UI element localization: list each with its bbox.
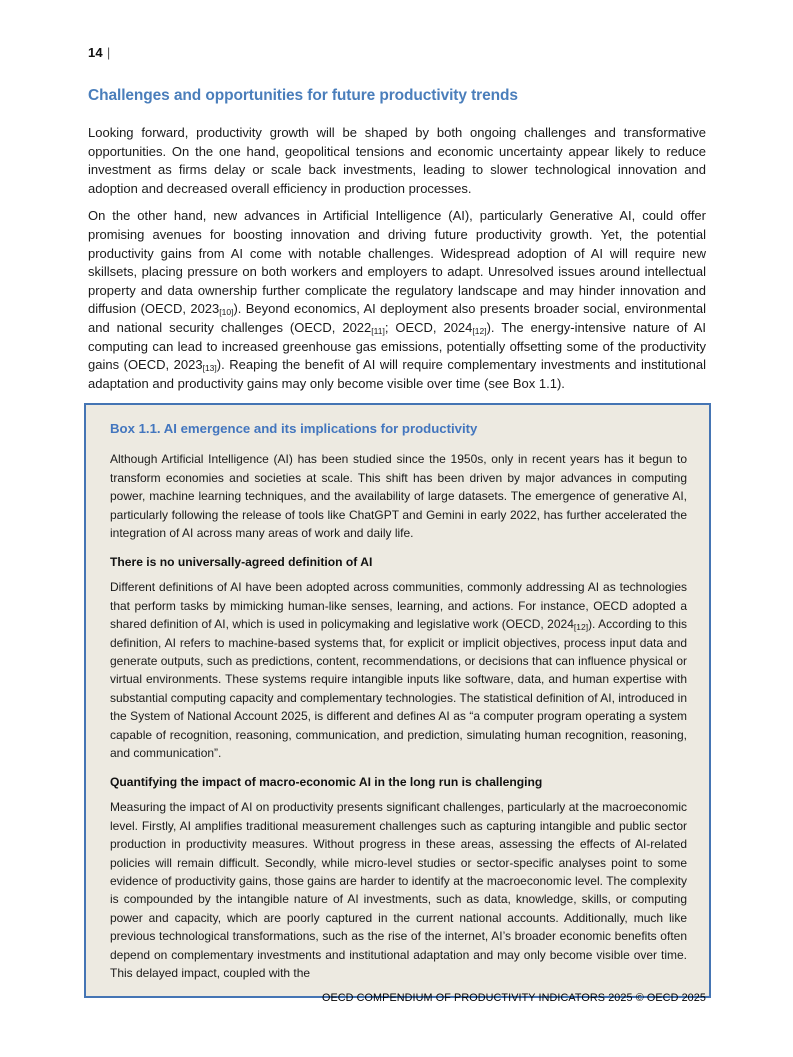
citation-reference: [13]	[202, 363, 217, 374]
box-subheading-quantifying: Quantifying the impact of macro-economic AI in the long run is challenging	[110, 775, 543, 790]
box-paragraph-definitions: Different definitions of AI have been adopted across communities, commonly addressing AI as technologies that perform tasks by mimicking human-like senses, learning, and actions. For instance, OECD adopted a shared definition of AI, which is used in policymaking and legislative work (OECD, $2024_{[12]}$). According to this definition, AI refers to machine-based systems that, for explicit or implicit objectives, process input data and generate outputs, such as predictions, content, recommendations, or decisions that can influence physical or virtual environments. These systems require intangible inputs like software, data, and human expertise with substantial computing capacity and complementary technologies. The statistical definition of AI, introduced in the System of National Account 2025, is different and defines AI as “a computer program operating a system capable of recognition, reasoning, communication, and prediction, simulating human recognition, reasoning, and communication”.	[110, 580, 687, 760]
page-footer: OECD COMPENDIUM OF PRODUCTIVITY INDICATORS 2025 © OECD 2025	[321, 992, 706, 1004]
section-heading: Challenges and opportunities for future productivity trends	[88, 87, 518, 104]
page-number: 14	[88, 45, 103, 60]
document-page	[88, 0, 706, 998]
box-paragraph-measuring: Measuring the impact of AI on productivity presents significant challenges, particularly at the macroeconomic level. Firstly, AI amplifies traditional measurement challenges such as capturing intangible and public sector production in productivity measures. Without progress in these areas, assessing the effects of AI-related policies will remain difficult. Secondly, while micro-level studies or sector-specific analyses point to some evidence of productivity gains, those gains are harder to identify at the macroeconomic level. The complexity is compounded by the intangible nature of AI investments, such as data, knowledge, skills, or computing power and capacity, which are poorly captured in the current national accounts. Additionally, much like previous technological transformations, such as the rise of the internet, AI’s broader economic benefits often depend on complementary investments and institutional adaptation and may only become visible over time. This delayed impact, coupled with the	[110, 800, 687, 981]
citation-reference: [10]	[219, 307, 234, 318]
citation-reference: [12]	[573, 622, 589, 633]
box-paragraph-ai-history: Although Artificial Intelligence (AI) has been studied since the 1950s, only in recent years has it begun to transform economies and societies at scale. This shift has been driven by major advances in computing power, machine learning techniques, and the availability of large datasets. The emergence of generative AI, particularly following the release of tools like ChatGPT and Gemini in early 2022, has further accelerated the integration of AI across many areas of work and daily life.	[110, 452, 687, 540]
box-subheading-definition: There is no universally-agreed definition of AI	[110, 555, 373, 570]
page-number-separator: |	[106, 45, 111, 60]
box-title: Box 1.1. AI emergence and its implications for productivity	[110, 421, 478, 437]
page-header	[88, 0, 706, 60]
paragraph-ai-advances: On the other hand, new advances in Artificial Intelligence (AI), particularly Generative AI, could offer promising avenues for boosting innovation and driving future productivity growth. Yet, the potential productivity gains from AI come with notable challenges. Widespread adoption of AI will require new skillsets, placing pressure on both workers and employers to adapt. Unresolved issues around intellectual property and data ownership further complicate the regulatory landscape and may hinder innovation and diffusion (OECD, $2023_{[10]}$). Beyond economics, AI deployment also presents broader social, environmental and national security challenges (OECD, $2022_{[11]}$; OECD, $2024_{[12]}$). The energy-intensive nature of AI computing can lead to increased greenhouse gas emissions, potentially offsetting some of the productivity gains (OECD, $2023_{[13]}$). Reaping the benefit of AI will require complementary investments and institutional adaptation and productivity gains may only become visible over time (see Box 1.1).	[88, 208, 706, 391]
box-1-1	[84, 403, 711, 998]
paragraph-looking-forward: Looking forward, productivity growth will be shaped by both ongoing challenges and transformative opportunities. On the one hand, geopolitical tensions and economic uncertainty appear likely to reduce investment as firms delay or scale back investments, leading to slower technological innovation and adoption and decreased overall efficiency in production processes.	[88, 125, 706, 196]
citation-reference: [12]	[472, 325, 487, 336]
citation-reference: [11]	[371, 325, 385, 336]
